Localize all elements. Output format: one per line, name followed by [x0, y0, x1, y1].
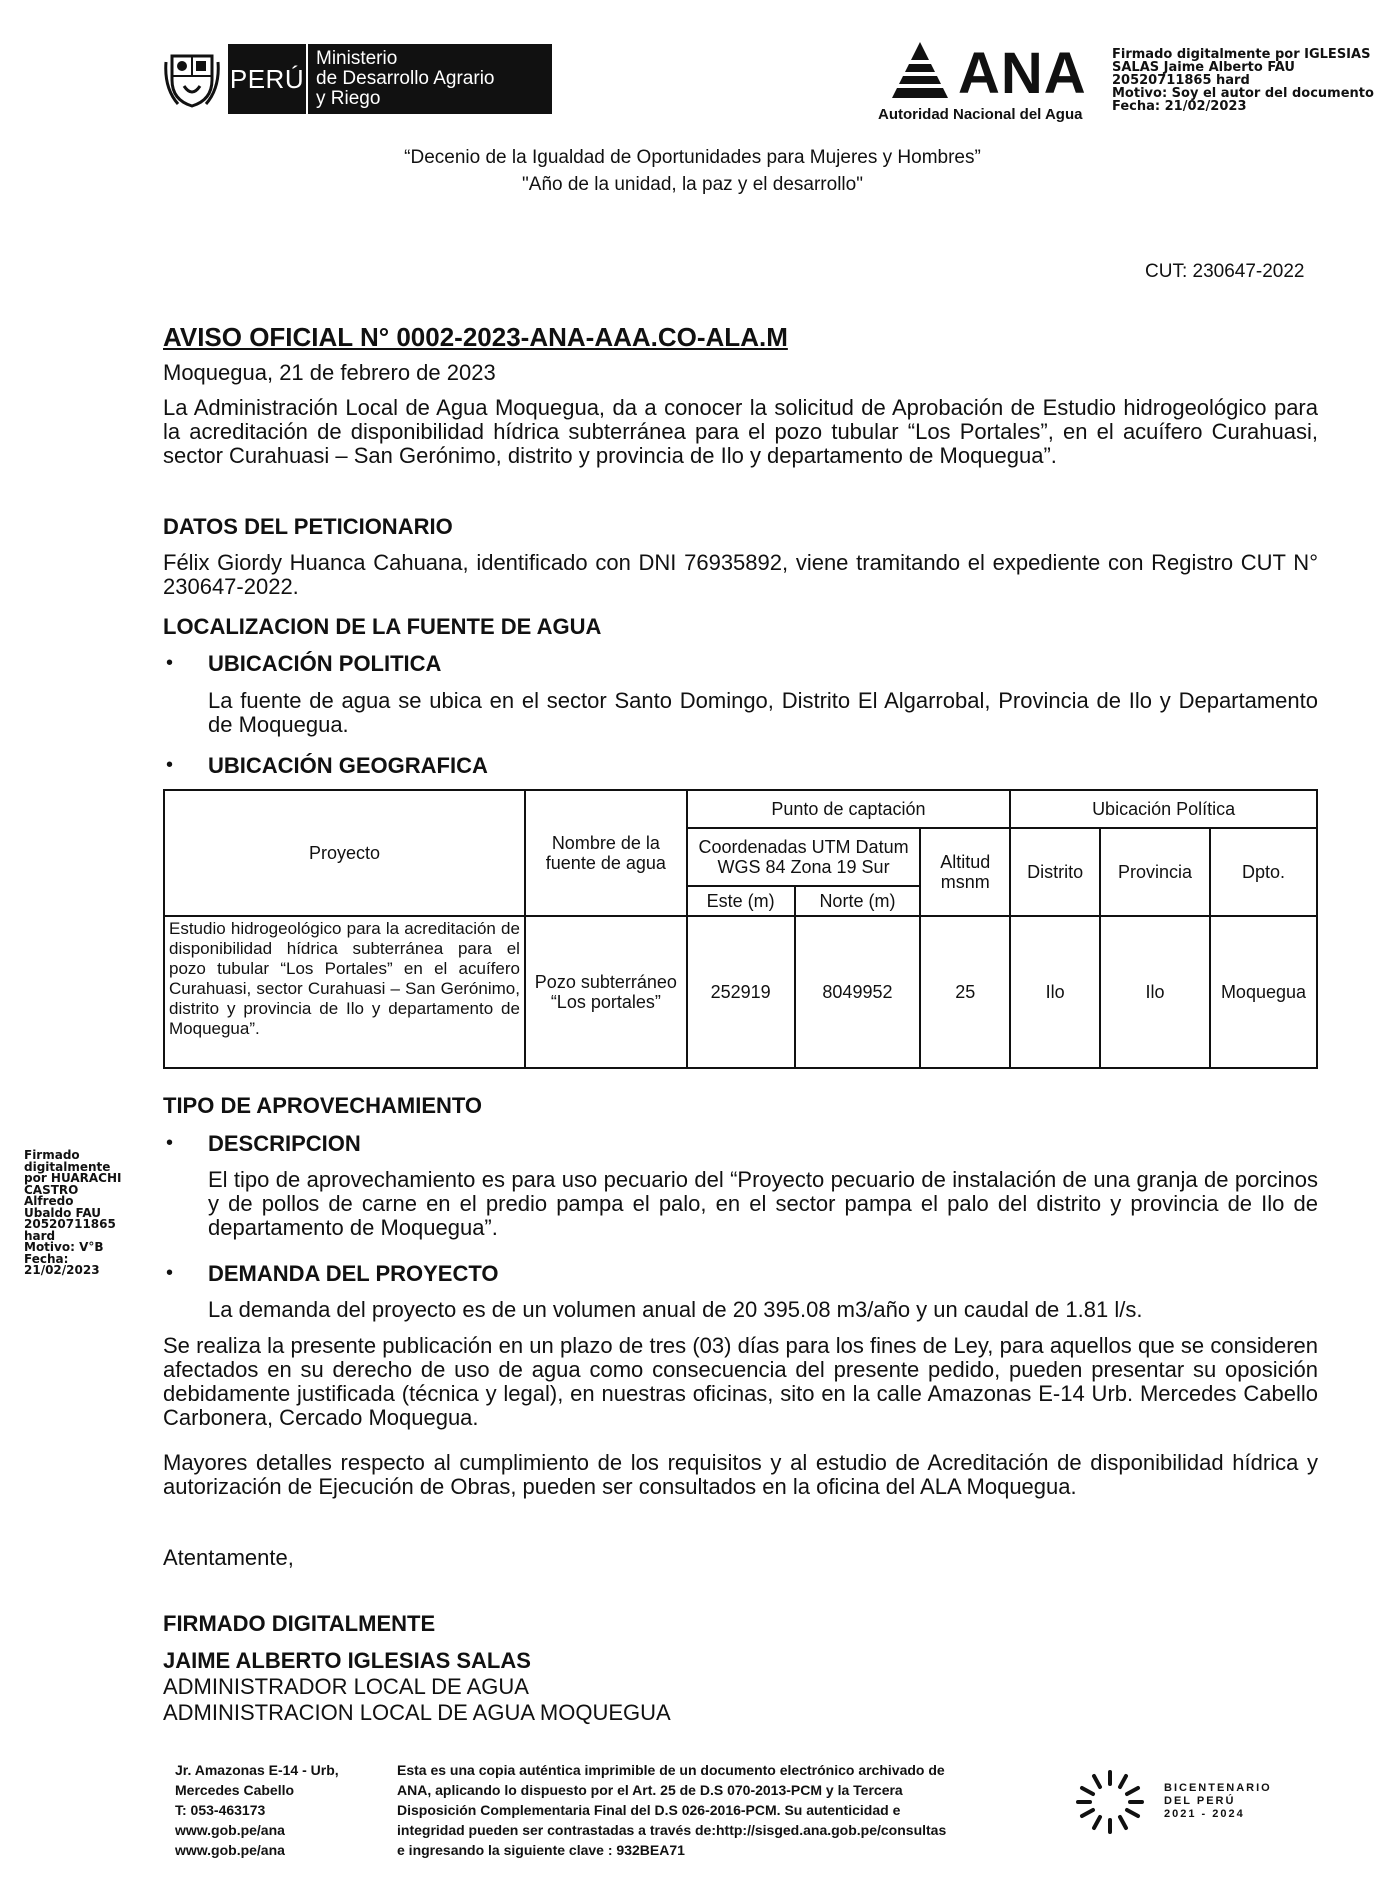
cell-project: Estudio hidrogeológico para la acreditación de disponibilidad hídrica subterránea para el pozo tubular “Los Portales” en el acuífero Curahuasi, sector Curahuasi – San Gerónimo, distrito y provincia de Ilo y departamento de Moquegua”. — [164, 916, 525, 1068]
bullet-icon: • — [166, 754, 174, 776]
petitioner-paragraph: Félix Giordy Huanca Cahuana, identificado con DNI 76935892, viene tramitando el expediente con Registro CUT N° 230647-2022. — [163, 550, 1318, 599]
publication-paragraph: Se realiza la presente publicación en un plazo de tres (03) días para los fines de Ley, para aquellos que se consideren afectados en su derecho de uso de agua como consecuencia del presente pedido, pueden presentar su oposición debidamente justificada (técnica y legal), en nuestras oficinas, sito en la calle Amazonas E-14 Urb. Mercedes Cabello Carbonera, Cercado Moquegua. — [163, 1333, 1318, 1430]
political-heading: UBICACIÓN POLITICA — [208, 651, 442, 676]
country-label: PERÚ — [228, 44, 308, 114]
cell-district: Ilo — [1010, 916, 1100, 1068]
geographic-location-table — [163, 789, 1318, 1069]
signer-role: ADMINISTRADOR LOCAL DE AGUA — [163, 1674, 529, 1699]
ministry-name: Ministerio de Desarrollo Agrario y Riego — [316, 48, 495, 109]
closing: Atentamente, — [163, 1545, 294, 1570]
geographic-heading: UBICACIÓN GEOGRAFICA — [208, 753, 488, 778]
notice-title: AVISO OFICIAL N° 0002-2023-ANA-AAA.CO-ALA.M — [163, 322, 788, 352]
signer-name: JAIME ALBERTO IGLESIAS SALAS — [163, 1648, 531, 1673]
header-district: Distrito — [1010, 828, 1100, 916]
header-north: Norte (m) — [795, 886, 921, 916]
digital-signature-stamp: Firmado digitalmente por IGLESIAS SALAS Jaime Alberto FAU 20520711865 hard Motivo: Soy el autor del documento Fecha: 21/02/2023 — [1112, 47, 1374, 114]
agency-name: Autoridad Nacional del Agua — [878, 106, 1083, 123]
footer-authenticity-note: Esta es una copia auténtica imprimible de un documento electrónico archivado de ANA, aplicando lo dispuesto por el Art. 25 de D.S 070-2013-PCM y la Tercera Disposición Complementaria Final del D.S 026-2016-PCM. Su autenticidad e integridad pueden ser contrastadas a través de:http://sisged.ana.gob.pe/consultas e ingresando la siguiente clave : 932BEA71 — [397, 1762, 947, 1858]
signed-label: FIRMADO DIGITALMENTE — [163, 1611, 436, 1636]
demand-paragraph: La demanda del proyecto es de un volumen anual de 20 395.08 m3/año y un caudal de 1.81 l/s. — [208, 1297, 1143, 1322]
header-dept: Dpto. — [1210, 828, 1317, 916]
header-source: Nombre de la fuente de agua — [525, 790, 687, 916]
demand-heading: DEMANDA DEL PROYECTO — [208, 1261, 499, 1286]
footer-link[interactable]: www.gob.pe/ana — [175, 1822, 285, 1838]
year-title: "Año de la unidad, la paz y el desarrollo" — [522, 174, 863, 195]
details-paragraph: Mayores detalles respecto al cumplimiento de los requisitos y al estudio de Acreditación de disponibilidad hídrica y autorización de Ejecución de Obras, pueden ser consultados en la oficina del ALA Moquegua. — [163, 1450, 1318, 1499]
bicentennial-text: BICENTENARIO DEL PERÚ 2021 - 2024 — [1164, 1782, 1272, 1820]
peru-coat-of-arms-icon — [164, 48, 220, 108]
location-heading: LOCALIZACION DE LA FUENTE DE AGUA — [163, 614, 602, 639]
political-paragraph: La fuente de agua se ubica en el sector Santo Domingo, Distrito El Algarrobal, Provincia de Ilo y Departamento de Moquegua. — [208, 688, 1318, 737]
ana-logo-icon — [888, 38, 952, 102]
cell-north: 8049952 — [795, 916, 921, 1068]
header-political: Ubicación Política — [1010, 790, 1317, 828]
usage-heading: TIPO DE APROVECHAMIENTO — [163, 1093, 483, 1118]
cell-province: Ilo — [1100, 916, 1210, 1068]
table-row — [164, 916, 1317, 1068]
description-heading: DESCRIPCION — [208, 1131, 361, 1156]
ministry-logo — [228, 44, 552, 114]
agency-acronym: ANA — [958, 41, 1087, 106]
header-altitude: Altitud msnm — [920, 828, 1010, 916]
header-project: Proyecto — [164, 790, 525, 916]
cell-east: 252919 — [687, 916, 795, 1068]
petitioner-heading: DATOS DEL PETICIONARIO — [163, 514, 453, 539]
cell-altitude: 25 — [920, 916, 1010, 1068]
intro-paragraph: La Administración Local de Agua Moquegua, da a conocer la solicitud de Aprobación de Estudio hidrogeológico para la acreditación de disponibilidad hídrica subterránea para el pozo tubular “Los Portales”, en el acuífero Curahuasi, sector Curahuasi – San Gerónimo, distrito y provincia de Ilo y departamento de Moquegua”. — [163, 395, 1318, 468]
header-capture: Punto de captación — [687, 790, 1010, 828]
footer-link[interactable]: www.gob.pe/ana — [175, 1842, 285, 1858]
notice-date: Moquegua, 21 de febrero de 2023 — [163, 360, 496, 385]
signer-office: ADMINISTRACION LOCAL DE AGUA MOQUEGUA — [163, 1700, 671, 1725]
cut-number: CUT: 230647-2022 — [1145, 261, 1305, 282]
bullet-icon: • — [166, 1262, 174, 1284]
cell-dept: Moquegua — [1210, 916, 1317, 1068]
header-east: Este (m) — [687, 886, 795, 916]
footer-address: Jr. Amazonas E-14 - Urb, Mercedes Cabello T: 053-463173 www.gob.pe/ana www.gob.pe/ana — [175, 1762, 339, 1858]
bullet-icon: • — [166, 1132, 174, 1154]
bullet-icon: • — [166, 652, 174, 674]
cell-source: Pozo subterráneo “Los portales” — [525, 916, 687, 1068]
header-coords: Coordenadas UTM Datum WGS 84 Zona 19 Sur — [687, 828, 921, 886]
header-province: Provincia — [1100, 828, 1210, 916]
description-paragraph: El tipo de aprovechamiento es para uso pecuario del “Proyecto pecuario de instalación de una granja de porcinos y de pollos de carne en el predio pampa el palo, en el sector pampa el palo del distrito y provincia de Ilo de departamento de Moquegua”. — [208, 1167, 1318, 1240]
bicentennial-logo-icon — [1064, 1762, 1156, 1842]
decade-title: “Decenio de la Igualdad de Oportunidades para Mujeres y Hombres” — [404, 147, 981, 168]
left-signature-stamp: Firmado digitalmente por HUARACHI CASTRO Alfredo Ubaldo FAU 20520711865 hard Motivo: V°B Fecha: 21/02/2023 — [24, 1148, 122, 1277]
